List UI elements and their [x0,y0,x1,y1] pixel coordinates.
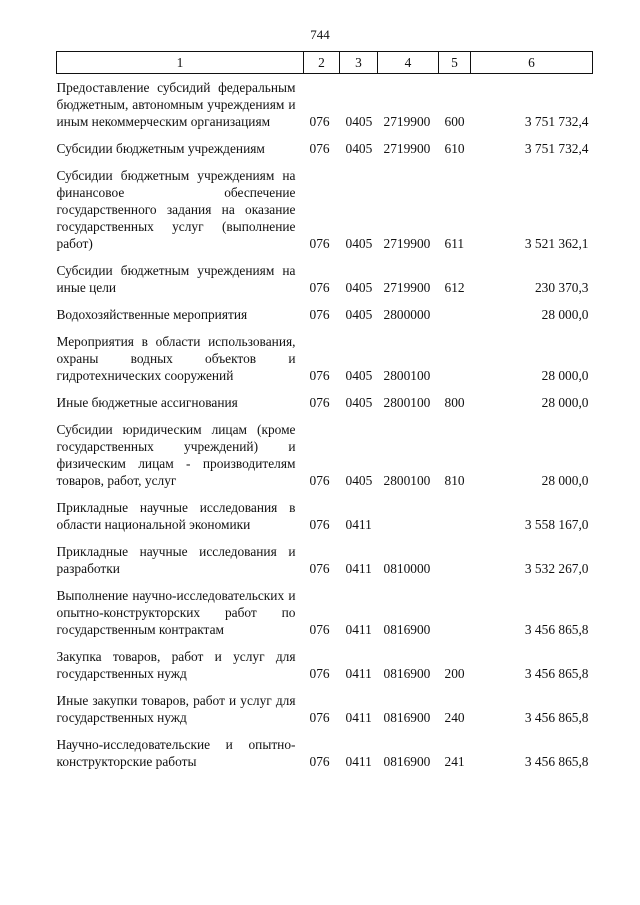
row-target-code: 0816900 [383,666,431,681]
table-body [57,74,593,775]
row-section-code: 0411 [345,754,372,769]
row-expense-type [439,493,471,537]
row-section-code: 0405 [345,307,373,322]
row-target-code: 2719900 [383,236,431,251]
row-target-code: 0816900 [383,754,431,769]
row-section-code: 0405 [345,114,373,129]
page-number: 744 [310,27,330,42]
table-row [57,134,593,161]
row-name: Водохозяйственные мероприятия [56,307,248,322]
row-name: Иные закупки товаров, работ и услуг для государственных нужд [56,693,296,725]
row-ministry-code: 076 [309,561,330,576]
row-ministry-code: 076 [309,236,330,251]
row-name: Прикладные научные исследования в области национальной экономики [56,500,296,532]
row-expense-type [439,300,471,327]
row-amount: 3 521 362,1 [524,236,589,251]
header-col-6: 6 [471,52,593,74]
table-row [57,415,593,493]
header-col-2: 2 [304,52,340,74]
row-section-code: 0411 [345,710,372,725]
row-amount: 3 456 865,8 [524,666,589,681]
row-ministry-code: 076 [309,395,330,410]
row-expense-type: 200 [444,666,465,681]
row-ministry-code: 076 [309,666,330,681]
row-ministry-code: 076 [309,473,330,488]
table-row [57,730,593,774]
row-amount: 3 751 732,4 [524,114,589,129]
table-row [57,161,593,256]
row-target-code: 2800100 [383,368,431,383]
row-name: Субсидии бюджетным учреждениям на иные цели [56,263,296,295]
table-row [57,493,593,537]
row-name: Мероприятия в области использования, охраны водных объектов и гидротехнических сооружений [56,334,296,383]
row-name: Выполнение научно-исследовательских и опытно-конструкторских работ по государственным контрактам [56,588,296,637]
row-section-code: 0411 [345,517,372,532]
row-target-code: 2719900 [383,141,431,156]
row-target-code: 2800000 [383,307,431,322]
row-expense-type: 610 [444,141,465,156]
table-header [57,52,593,74]
row-target-code: 0816900 [383,710,431,725]
header-col-5: 5 [439,52,471,74]
row-amount: 3 558 167,0 [524,517,589,532]
row-section-code: 0405 [345,368,373,383]
row-name: Субсидии бюджетным учреждениям [56,141,265,156]
row-expense-type: 240 [444,710,465,725]
row-ministry-code: 076 [309,710,330,725]
row-amount: 3 456 865,8 [524,754,589,769]
header-row [57,52,593,74]
row-target-code: 2719900 [383,280,431,295]
table-row [57,256,593,300]
row-ministry-code: 076 [309,141,330,156]
table-row [57,642,593,686]
row-expense-type [439,327,471,388]
row-target-code: 0816900 [383,622,431,637]
row-ministry-code: 076 [309,622,330,637]
row-name: Закупка товаров, работ и услуг для государственных нужд [56,649,296,681]
row-name: Субсидии юридическим лицам (кроме государственных учреждений) и физическим лицам - производителям товаров, работ, услуг [56,422,296,488]
row-expense-type: 612 [444,280,465,295]
header-col-3: 3 [340,52,378,74]
table-row [57,686,593,730]
row-ministry-code: 076 [309,114,330,129]
row-amount: 28 000,0 [541,368,589,383]
row-expense-type [439,537,471,581]
row-ministry-code: 076 [309,368,330,383]
row-expense-type: 611 [444,236,465,251]
row-section-code: 0411 [345,666,372,681]
table-row [57,388,593,415]
row-target-code: 2800100 [383,473,431,488]
budget-table [56,51,593,774]
row-section-code: 0405 [345,395,373,410]
row-amount: 230 370,3 [534,280,589,295]
row-name: Научно-исследовательские и опытно-конструкторские работы [56,737,296,769]
row-amount: 28 000,0 [541,307,589,322]
row-expense-type: 600 [444,114,465,129]
table-row [57,300,593,327]
row-name: Прикладные научные исследования и разработки [56,544,296,576]
row-amount: 28 000,0 [541,473,589,488]
header-col-4: 4 [378,52,439,74]
row-section-code: 0411 [345,622,372,637]
table-row [57,581,593,642]
row-expense-type: 810 [444,473,465,488]
row-section-code: 0405 [345,141,373,156]
row-expense-type [439,581,471,642]
row-name: Субсидии бюджетным учреждениям на финансовое обеспечение государственного задания на оказание государственных услуг (выполнение работ) [56,168,296,251]
table-row [57,74,593,135]
row-target-code: 2800100 [383,395,431,410]
row-target-code [378,493,439,537]
row-amount: 28 000,0 [541,395,589,410]
row-amount: 3 532 267,0 [524,561,589,576]
row-section-code: 0405 [345,473,373,488]
row-section-code: 0405 [345,280,373,295]
row-section-code: 0405 [345,236,373,251]
row-name: Предоставление субсидий федеральным бюджетным, автономным учреждениям и иным некоммерческим организациям [56,80,296,129]
row-ministry-code: 076 [309,517,330,532]
row-ministry-code: 076 [309,280,330,295]
row-target-code: 0810000 [383,561,431,576]
row-expense-type: 800 [444,395,465,410]
row-name: Иные бюджетные ассигнования [56,395,238,410]
row-target-code: 2719900 [383,114,431,129]
row-amount: 3 751 732,4 [524,141,589,156]
table-row [57,327,593,388]
row-section-code: 0411 [345,561,372,576]
row-ministry-code: 076 [309,754,330,769]
header-col-1: 1 [57,52,304,74]
row-amount: 3 456 865,8 [524,710,589,725]
row-ministry-code: 076 [309,307,330,322]
table-row [57,537,593,581]
row-expense-type: 241 [444,754,465,769]
row-amount: 3 456 865,8 [524,622,589,637]
